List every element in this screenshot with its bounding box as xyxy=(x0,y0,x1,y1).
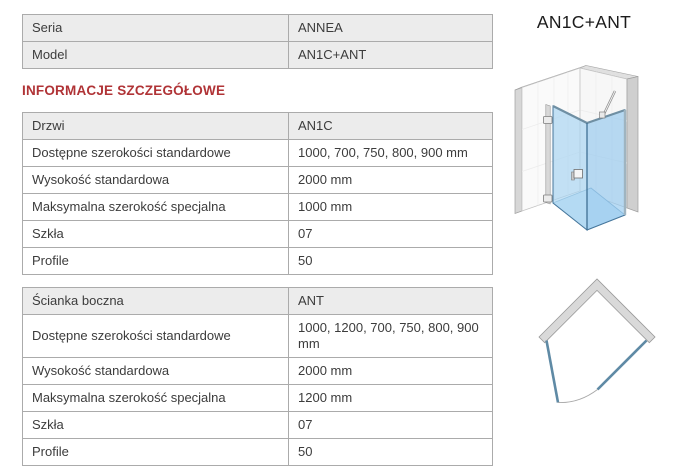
row-label: Wysokość standardowa xyxy=(23,167,289,194)
model-title: AN1C+ANT xyxy=(536,12,632,32)
door-swing-arc xyxy=(558,390,598,403)
table-row xyxy=(23,42,493,69)
row-label: Wysokość standardowa xyxy=(23,358,289,385)
table-row xyxy=(23,412,493,439)
row-value: 1000, 1200, 700, 750, 800, 900 mm xyxy=(289,315,493,358)
row-value: AN1C xyxy=(289,113,493,140)
row-label: Drzwi xyxy=(23,113,289,140)
plan-walls xyxy=(539,279,655,343)
door-glass-panel xyxy=(553,106,587,230)
hinge-top xyxy=(544,117,553,124)
shower-enclosure-isometric-diagram xyxy=(508,52,670,242)
row-label: Model xyxy=(23,42,289,69)
hinge-bottom xyxy=(544,195,553,202)
row-value: 1000 mm xyxy=(289,194,493,221)
bar-clamp xyxy=(600,112,606,118)
table-row xyxy=(23,248,493,275)
row-label: Seria xyxy=(23,15,289,42)
row-value: 07 xyxy=(289,412,493,439)
table-row xyxy=(23,315,493,358)
table-row xyxy=(23,140,493,167)
row-value: ANT xyxy=(289,288,493,315)
door-spec-table xyxy=(22,112,493,275)
row-value: 1200 mm xyxy=(289,385,493,412)
table-row xyxy=(23,439,493,466)
row-label: Profile xyxy=(23,248,289,275)
row-value: 2000 mm xyxy=(289,358,493,385)
plan-side-panel xyxy=(598,341,647,390)
plan-door-open xyxy=(547,341,559,403)
row-value: 50 xyxy=(289,248,493,275)
table-row xyxy=(23,15,493,42)
table-header-row xyxy=(23,288,493,315)
side-panel-spec-table xyxy=(22,287,493,466)
table-row xyxy=(23,385,493,412)
row-label: Maksymalna szerokość specjalna xyxy=(23,194,289,221)
row-label: Dostępne szerokości standardowe xyxy=(23,140,289,167)
row-value: 1000, 700, 750, 800, 900 mm xyxy=(289,140,493,167)
row-label: Ścianka boczna xyxy=(23,288,289,315)
row-label: Maksymalna szerokość specjalna xyxy=(23,385,289,412)
shower-enclosure-plan-diagram xyxy=(535,267,675,412)
row-label: Szkła xyxy=(23,221,289,248)
row-label: Profile xyxy=(23,439,289,466)
table-row xyxy=(23,194,493,221)
section-heading: INFORMACJE SZCZEGÓŁOWE xyxy=(22,83,226,98)
product-summary-table xyxy=(22,14,493,69)
row-value: 2000 mm xyxy=(289,167,493,194)
row-value: 50 xyxy=(289,439,493,466)
side-glass-panel xyxy=(587,110,625,230)
table-header-row xyxy=(23,113,493,140)
row-value: ANNEA xyxy=(289,15,493,42)
table-row xyxy=(23,358,493,385)
row-value: 07 xyxy=(289,221,493,248)
row-label: Szkła xyxy=(23,412,289,439)
table-row xyxy=(23,221,493,248)
row-label: Dostępne szerokości standardowe xyxy=(23,315,289,358)
row-value: AN1C+ANT xyxy=(289,42,493,69)
table-row xyxy=(23,167,493,194)
